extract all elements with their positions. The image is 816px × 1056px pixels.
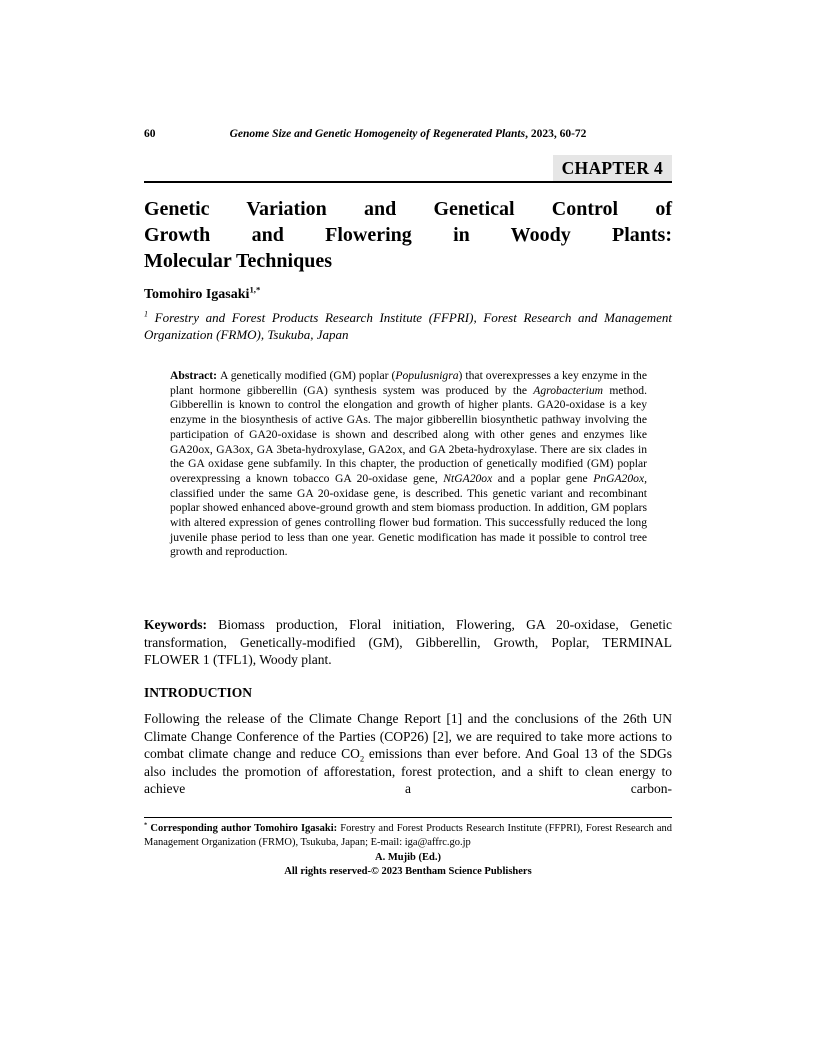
chapter-title-line: Growth and Flowering in Woody Plants:	[144, 224, 672, 246]
page-number: 60	[144, 128, 156, 140]
running-header	[144, 128, 672, 144]
chapter-title-line: Genetic Variation and Genetical Control of	[144, 198, 672, 220]
copyright-line: All rights reserved-© 2023 Bentham Science Publishers	[284, 866, 532, 877]
publisher-footer	[144, 851, 672, 879]
editor-line: A. Mujib (Ed.)	[375, 852, 441, 863]
corresponding-author-footnote: * Corresponding author Tomohiro Igasaki: Forestry and Forest Products Research Institute (FFPRI), Forest Research and Management Organization (FRMO), Tsukuba, Japan; E-mail: iga@affrc.go.jp	[144, 821, 672, 848]
chapter-title-line: Molecular Techniques	[144, 250, 332, 272]
chapter-title	[144, 196, 672, 274]
abstract-paragraph: Abstract: A genetically modified (GM) poplar (Populusnigra) that overexpresses a key enzyme in the plant hormone gibberellin (GA) synthesis system was produced by the Agrobacterium method. Gibberellin is known to control the elongation and growth of higher plants. GA20-oxidase is a key enzyme in the biosynthesis of active GAs. The major gibberellin biosynthetic pathway involving the participation of GA20-oxidase is shown and described along with other genes and enzymes like GA20ox, GA3ox, GA 3beta-hydroxylase, GA2ox, and GA 2beta-hydroxylase. There are six clades in the GA oxidase gene subfamily. In this chapter, the production of genetically modified (GM) poplar overexpressing a known tobacco GA 20-oxidase gene, NtGA20ox and a poplar gene PnGA20ox, classified under the same GA 20-oxidase gene, is described. This genetic variant and recombinant poplar showed enhanced above-ground growth and stem biomass production. In addition, GM poplars with altered expression of genes controlling flower bud formation. This successfully reduced the long juvenile phase period to less than one year. Genetic modification has made it possible to control tree growth and reproduction.	[170, 369, 648, 559]
introduction-paragraph: Following the release of the Climate Change Report [1] and the conclusions of the 26th UN Climate Change Conference of the Parties (COP26) [2], we are required to take more actions to combat climate change and reduce $CO_2$ emissions than ever before. And Goal 13 of the SDGs also includes the promotion of afforestation, forest protection, and a shift to clean energy to achieve a carbon-	[144, 711, 672, 797]
author-name: Tomohiro Igasaki$^{1,*}$	[144, 284, 261, 302]
footnote-divider	[144, 817, 672, 818]
chapter-badge: CHAPTER 4	[553, 155, 672, 181]
author-affiliation: $^1$ Forestry and Forest Products Research Institute (FFPRI), Forest Research and Management Organization (FRMO), Tsukuba, Japan	[144, 309, 672, 342]
chapter-header-rule	[144, 155, 672, 183]
section-heading-introduction: INTRODUCTION	[144, 685, 253, 700]
keywords-paragraph: Keywords: Biomass production, Floral initiation, Flowering, GA 20-oxidase, Genetic transformation, Genetically-modified (GM), Gibberellin, Growth, Poplar, TERMINAL FLOWER 1 (TFL1), Woody plant.	[144, 617, 672, 668]
running-title: Genome Size and Genetic Homogeneity of Regenerated Plants, 2023, 60-72	[229, 128, 587, 140]
